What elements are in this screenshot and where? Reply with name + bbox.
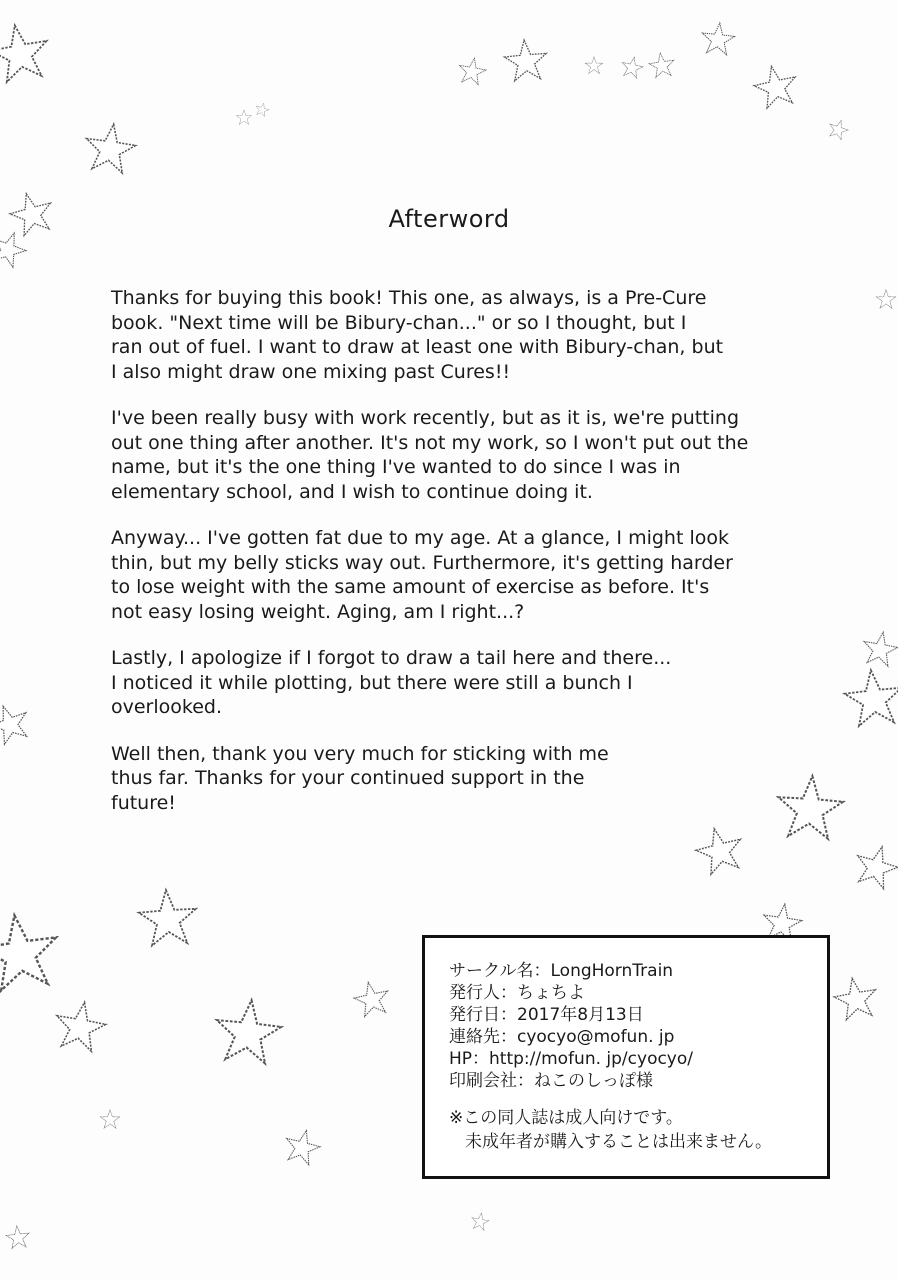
star-icon (5, 1225, 30, 1249)
notice-line: 未成年者が購入することは出来ません。 (465, 1132, 773, 1152)
star-icon (648, 51, 676, 78)
publisher-name: 発行人：ちょちよ (449, 983, 585, 1003)
star-icon (861, 629, 898, 667)
star-icon (503, 38, 548, 81)
star-icon (213, 997, 284, 1065)
colophon-box (422, 935, 830, 1179)
star-icon (254, 102, 270, 118)
star-icon (282, 1126, 323, 1166)
circle-name: サークル名：LongHornTrain (449, 961, 674, 981)
afterword-body (111, 286, 771, 837)
star-icon (842, 667, 898, 727)
star-icon (470, 1212, 490, 1231)
star-icon (832, 975, 880, 1021)
paragraph: Anyway... I've gotten fat due to my age. At a glance, I might look thin, but my belly sticks way out. Furthermore, it's getting harder to lose weight with the same amount of exercise as before. It's not easy losing weight. Aging, am I right...? (111, 527, 733, 623)
paragraph: I've been really busy with work recently, but as it is, we're putting out one thing after another. It's not my work, so I won't put out the name, but it's the one thing I've wanted to do since I was in elementary school, and I wish to continue doing it. (111, 407, 749, 503)
star-icon (137, 888, 198, 946)
star-icon (352, 979, 392, 1018)
adult-notice (449, 1106, 772, 1154)
paragraph: Lastly, I apologize if I forgot to draw a tail here and there... I noticed it while plotting, but there were still a bunch I overlooked. (111, 647, 672, 718)
star-icon (0, 21, 52, 84)
star-icon (776, 774, 845, 840)
star-icon (700, 21, 735, 55)
star-icon (236, 110, 251, 124)
star-icon (851, 841, 898, 891)
star-icon (0, 700, 33, 747)
star-icon (0, 910, 62, 992)
contact-email: 連絡先：cyocyo@mofun. jp (449, 1027, 675, 1047)
star-icon (620, 55, 645, 79)
colophon-details (449, 960, 693, 1092)
star-icon (52, 998, 109, 1053)
homepage-url: HP：http://mofun. jp/cyocyo/ (449, 1049, 694, 1069)
notice-line: ※この同人誌は成人向けです。 (449, 1108, 683, 1128)
star-icon (876, 290, 895, 308)
star-icon (83, 121, 139, 174)
star-icon (826, 118, 850, 141)
paragraph: Thanks for buying this book! This one, as always, is a Pre-Cure book. "Next time will be Bibury-chan..." or so I thought, but I ran out of fuel. I want to draw at least one with Bibury-chan, but I also might draw one mixing past Cures!! (111, 287, 724, 383)
printing-company: 印刷会社：ねこのしっぽ様 (449, 1071, 653, 1091)
star-icon (751, 62, 800, 110)
star-icon (100, 1110, 119, 1128)
publish-date: 発行日：2017年8月13日 (449, 1005, 644, 1025)
star-icon (585, 57, 602, 73)
paragraph: Well then, thank you very much for sticking with me thus far. Thanks for your continued support in the future! (111, 742, 609, 814)
page-title: Afterword (388, 205, 510, 233)
star-icon (457, 56, 488, 86)
